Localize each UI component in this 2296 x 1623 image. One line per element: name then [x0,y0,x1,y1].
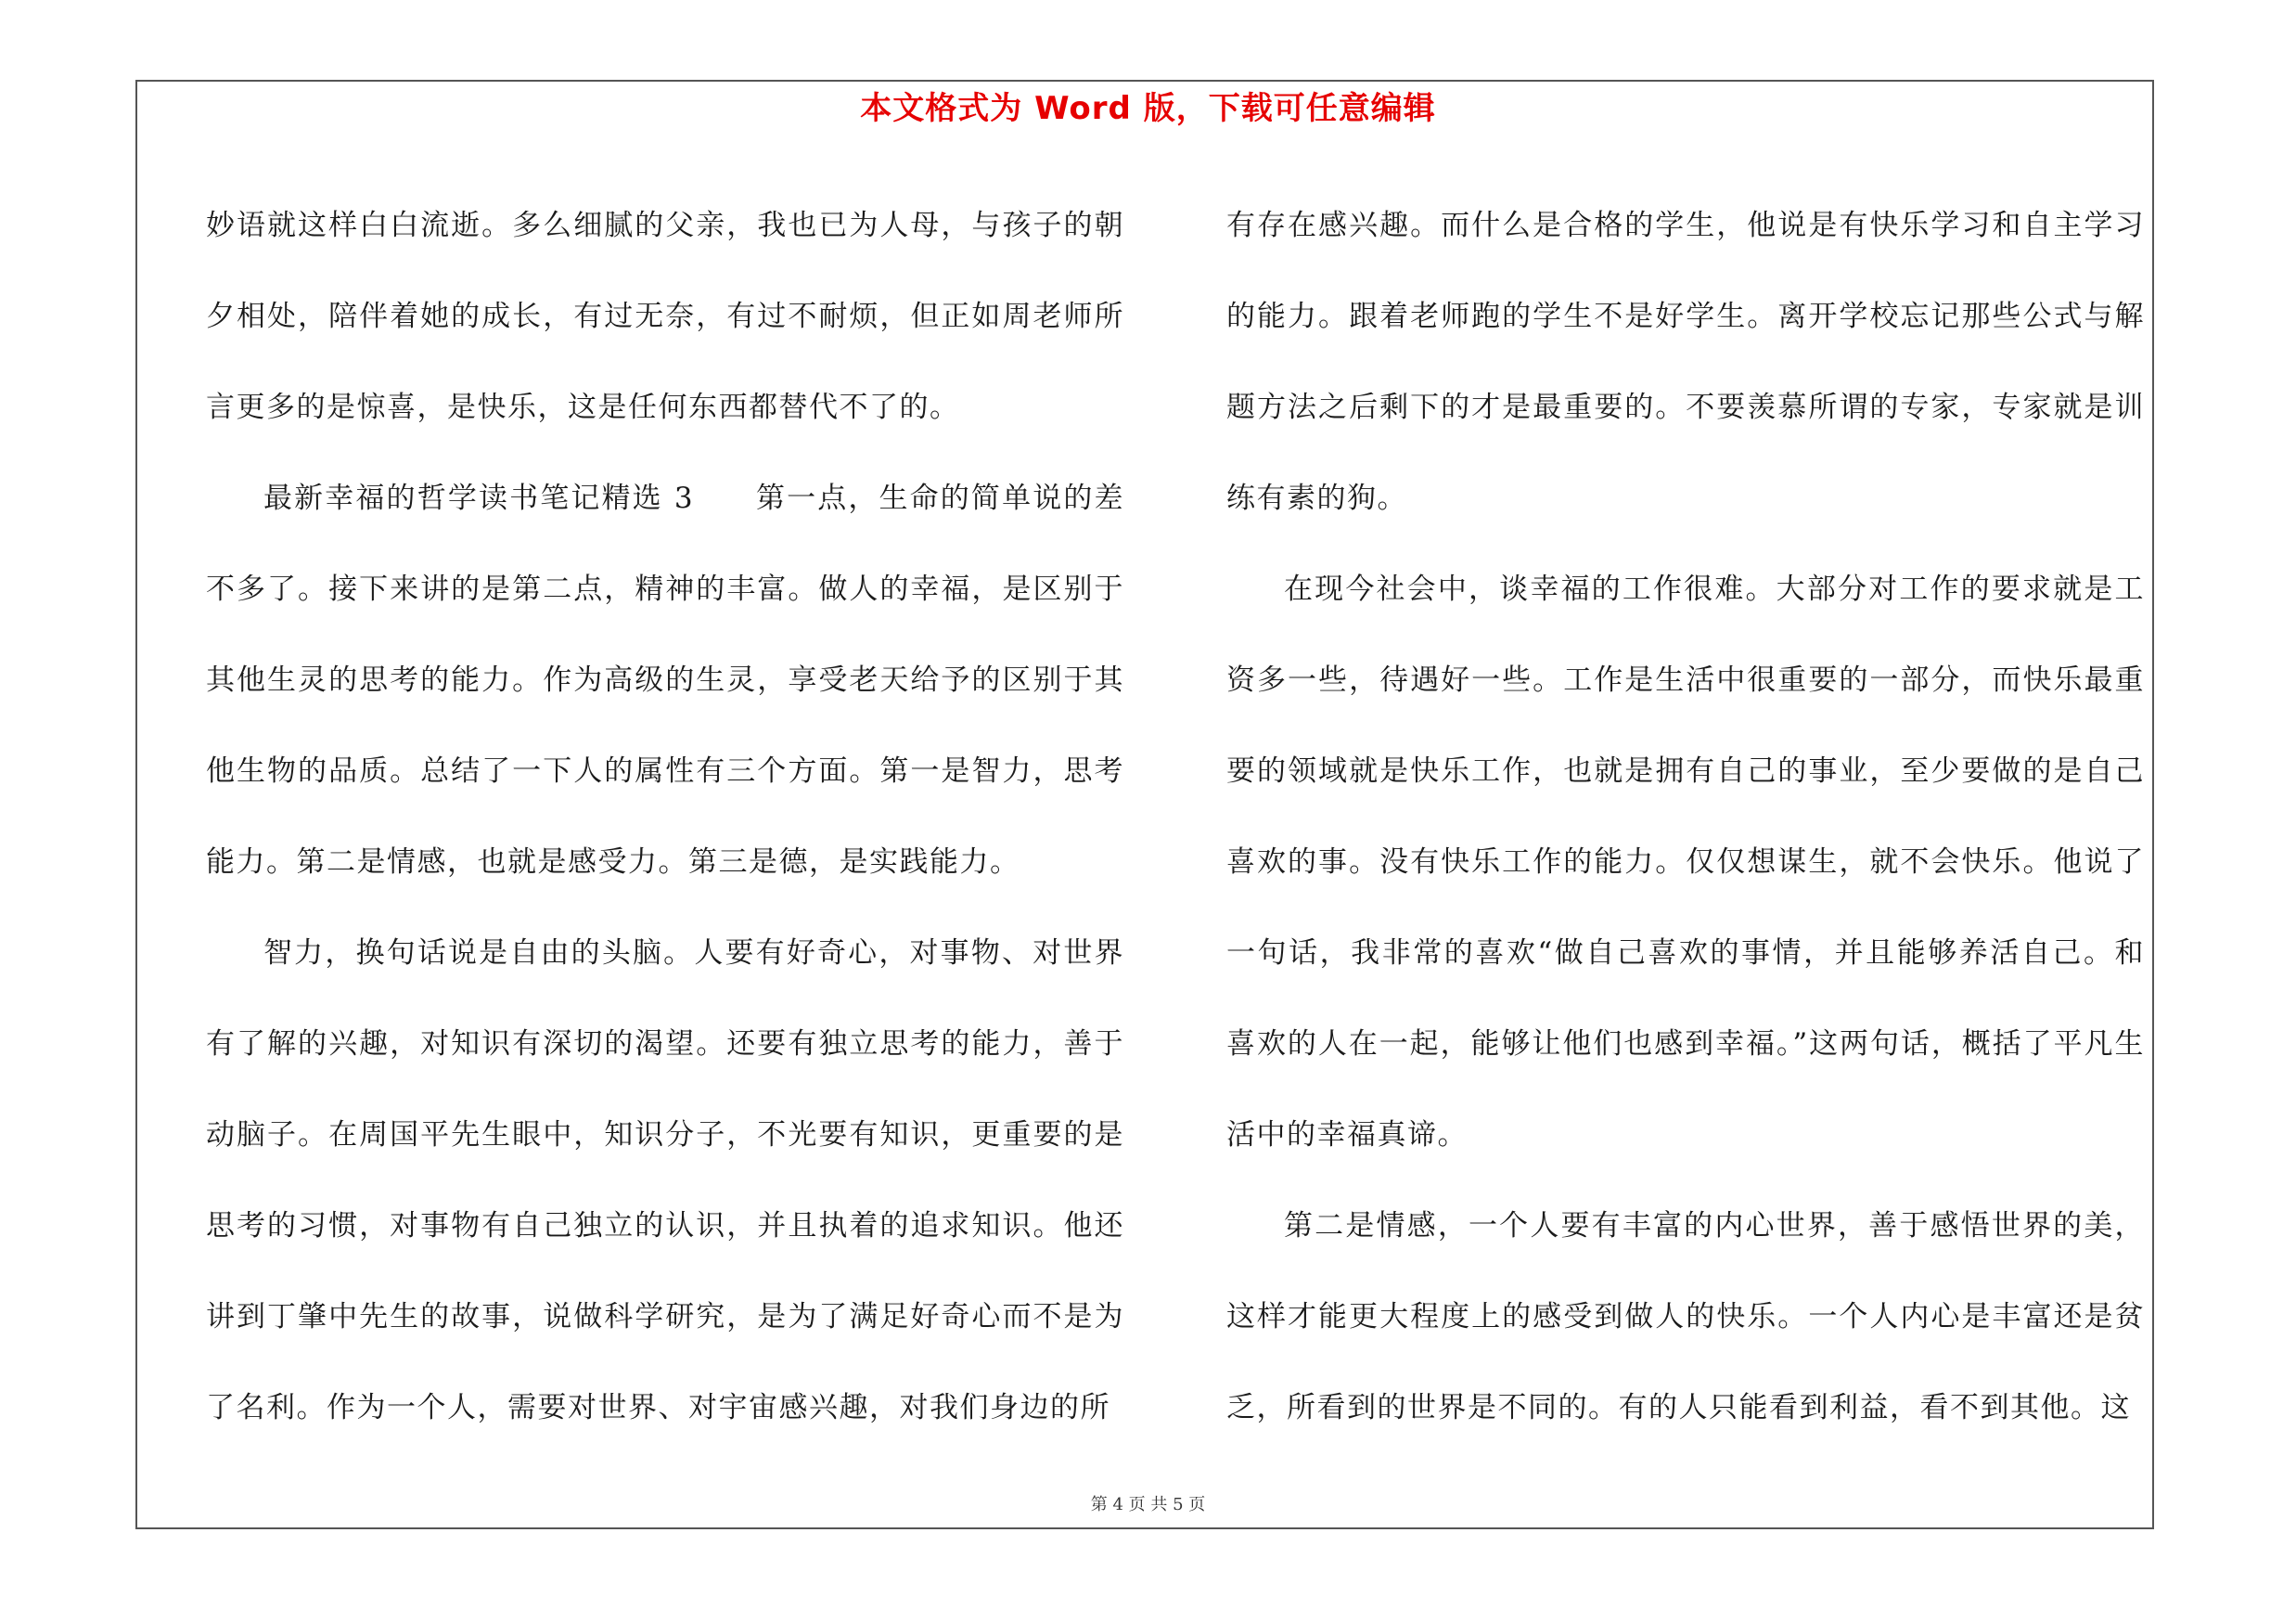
paragraph: 妙语就这样白白流逝。多么细腻的父亲，我也已为人母，与孩子的朝夕相处，陪伴着她的成长，有过无奈，有过不耐烦，但正如周老师所言更多的是惊喜，是快乐，这是任何东西都替代不了的。 [206,209,1124,424]
right-column [1226,180,2145,1453]
paragraph: 有存在感兴趣。而什么是合格的学生，他说是有快乐学习和自主学习的能力。跟着老师跑的学生不是好学生。离开学校忘记那些公式与解题方法之后剩下的才是最重要的。不要羡慕所谓的专家，专家就是训练有素的狗。 [1226,209,2145,515]
page-number: 第 4 页 共 5 页 [1090,1495,1206,1514]
paragraph: 最新幸福的哲学读书笔记精选 3 第一点，生命的简单说的差不多了。接下来讲的是第二点，精神的丰富。做人的幸福，是区别于其他生灵的思考的能力。作为高级的生灵，享受老天给予的区别于其他生物的品质。总结了一下人的属性有三个方面。第一是智力，思考能力。第二是情感，也就是感受力。第三是德，是实践能力。 [206,482,1124,879]
paragraph: 第二是情感，一个人要有丰富的内心世界，善于感悟世界的美，这样才能更大程度上的感受到做人的快乐。一个人内心是丰富还是贫乏，所看到的世界是不同的。有的人只能看到利益，看不到其他。这 [1226,1209,2145,1424]
header-banner: 本文格式为 Word 版，下载可任意编辑 [860,90,1436,127]
left-column [206,180,1124,1453]
paragraph: 在现今社会中，谈幸福的工作很难。大部分对工作的要求就是工资多一些，待遇好一些。工作是生活中很重要的一部分，而快乐最重要的领域就是快乐工作，也就是拥有自己的事业，至少要做的是自己喜欢的事。没有快乐工作的能力。仅仅想谋生，就不会快乐。他说了一句话，我非常的喜欢“做自己喜欢的事情，并且能够养活自己。和喜欢的人在一起，能够让他们也感到幸福。”这两句话，概括了平凡生活中的幸福真谛。 [1226,573,2145,1152]
paragraph: 智力，换句话说是自由的头脑。人要有好奇心，对事物、对世界有了解的兴趣，对知识有深切的渴望。还要有独立思考的能力，善于动脑子。在周国平先生眼中，知识分子，不光要有知识，更重要的是思考的习惯，对事物有自己独立的认识，并且执着的追求知识。他还讲到丁肇中先生的故事，说做科学研究，是为了满足好奇心而不是为了名利。作为一个人，需要对世界、对宇宙感兴趣，对我们身边的所 [206,936,1124,1424]
